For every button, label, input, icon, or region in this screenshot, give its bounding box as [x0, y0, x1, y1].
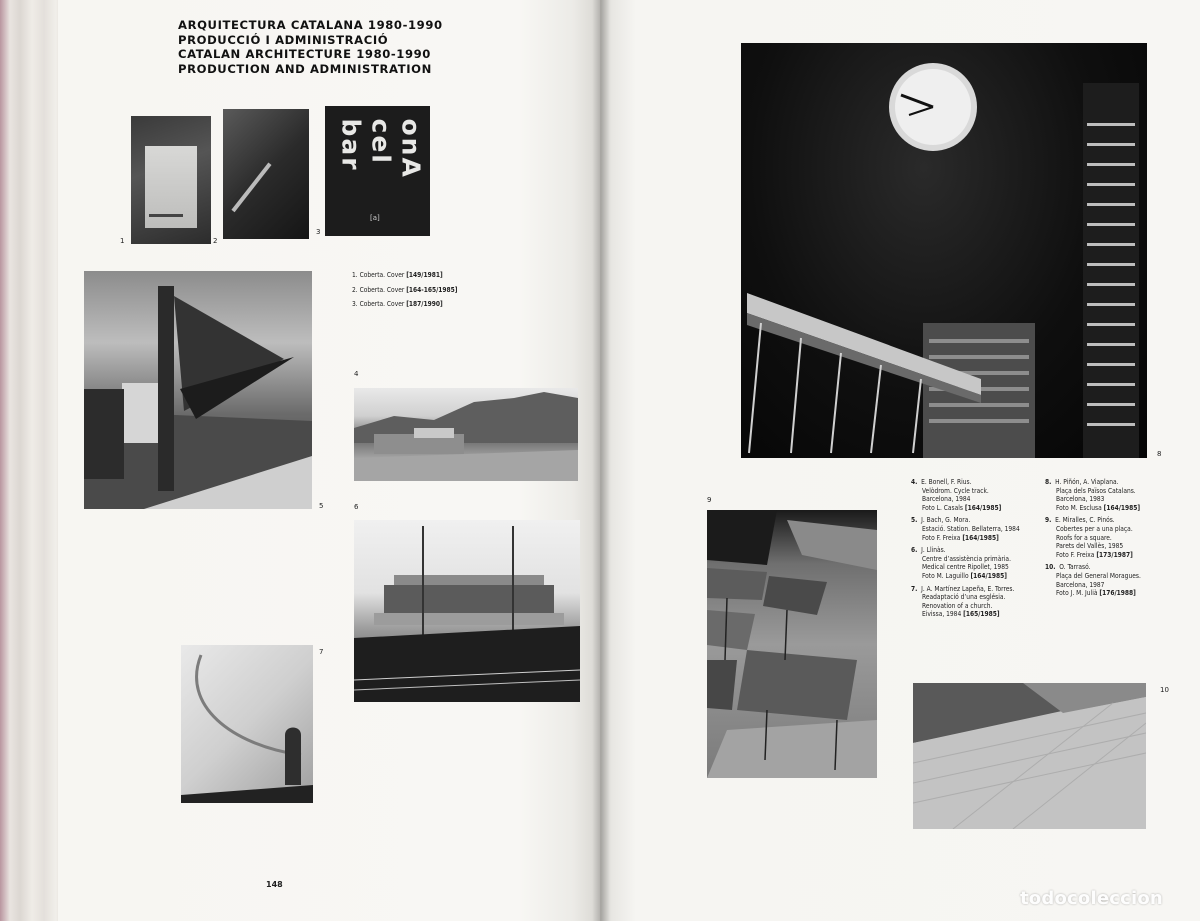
caption-photo-credit: Foto F. Freixa — [922, 533, 961, 542]
caption-line: Eivissa, 1984 — [922, 610, 962, 619]
title-line-4: PRODUCTION AND ADMINISTRATION — [178, 61, 432, 76]
caption-block-6 — [911, 546, 1020, 580]
page-number: 148 — [266, 880, 283, 889]
figure-number-4: 4 — [354, 370, 359, 378]
caption-num: 9. — [1045, 516, 1052, 525]
cover-photo-3 — [325, 106, 430, 236]
figure-number-3: 3 — [316, 228, 321, 236]
figure-number-10: 10 — [1160, 686, 1169, 694]
caption-line: Medical centre Ripollet, 1985 — [922, 563, 1009, 572]
caption-line: Roofs for a square. — [1056, 533, 1112, 542]
caption-photo-credit: Foto F. Freixa — [1056, 550, 1095, 559]
caption-line: Centre d’assistència primària. — [922, 554, 1011, 563]
caption-line: J. Bach, G. Mora. — [921, 516, 971, 525]
caption-block-7 — [911, 585, 1020, 619]
caption-line: Plaça dels Països Catalans. — [1056, 486, 1136, 495]
figure-number-6: 6 — [354, 503, 359, 511]
cover-text-ona: onA — [396, 118, 426, 179]
cover-mark: [a] — [370, 214, 380, 222]
caption-photo-credit: Foto L. Casals — [922, 503, 963, 512]
caption-line: J. A. Martínez Lapeña, E. Torres. — [921, 584, 1015, 593]
caption-line: Cobertes per a una plaça. — [1056, 524, 1133, 533]
caption-num: 7. — [911, 584, 918, 593]
caption-num: 6. — [911, 546, 918, 555]
title-line-3: CATALAN ARCHITECTURE 1980-1990 — [178, 47, 431, 61]
gutter — [592, 0, 610, 921]
caption-num: 8. — [1045, 478, 1052, 486]
title-line-2: PRODUCCIÓ I ADMINISTRACIÓ — [178, 32, 389, 47]
station-photo — [84, 271, 312, 509]
caption-ref: [164/1985] — [1103, 503, 1141, 512]
caption-num: 1. — [352, 271, 358, 279]
section-title — [178, 18, 443, 76]
covers-caption-row — [352, 283, 458, 298]
covers-caption-row — [352, 297, 458, 312]
cover-photo-2 — [223, 109, 309, 239]
title-line-1: ARQUITECTURA CATALANA 1980-1990 — [178, 18, 443, 32]
roofs-photo — [707, 510, 877, 778]
caption-ref: [164/1985] — [964, 503, 1002, 512]
figure-number-9: 9 — [707, 496, 712, 504]
caption-num: 10. — [1045, 563, 1056, 572]
caption-line: J. Llinàs. — [921, 546, 946, 555]
caption-line: E. Bonell, F. Rius. — [921, 478, 972, 486]
caption-line: Velòdrom. Cycle track. — [922, 486, 989, 495]
caption-ref: [149/1981] — [406, 271, 443, 279]
captions-column-2 — [1045, 478, 1141, 598]
caption-line: Readaptació d’una església. — [922, 593, 1006, 602]
cover-photo-1 — [131, 116, 211, 244]
caption-block-10 — [1045, 563, 1141, 597]
caption-line: Renovation of a church. — [922, 601, 993, 610]
caption-num: 2. — [352, 285, 358, 294]
caption-ref: [173/1987] — [1096, 550, 1133, 559]
watermark-text: todocoleccion — [1020, 888, 1163, 909]
caption-ref: [164-165/1985] — [406, 285, 458, 294]
caption-block-9 — [1045, 516, 1141, 559]
figure-number-7: 7 — [319, 648, 324, 656]
placa-photo — [913, 683, 1146, 829]
caption-photo-credit: Foto M. Laguillo — [922, 571, 969, 580]
caption-line: Barcelona, 1984 — [922, 495, 971, 504]
caption-ref: [165/1985] — [963, 610, 1000, 619]
caption-text: Coberta. Cover — [359, 271, 405, 279]
caption-photo-credit: Foto J. M. Julià — [1056, 589, 1098, 598]
caption-line: Estació. Station. Bellaterra, 1984 — [922, 524, 1020, 533]
caption-line: Barcelona, 1983 — [1056, 495, 1105, 504]
caption-line: H. Piñón, A. Viaplana. — [1055, 478, 1119, 486]
cover-text-bar: bar — [336, 118, 366, 172]
caption-ref: [176/1988] — [1099, 589, 1136, 598]
caption-line: O. Tarrasó. — [1059, 563, 1091, 572]
covers-caption-row — [352, 268, 458, 283]
cover-text-cel: cel — [366, 118, 396, 165]
caption-num: 3. — [352, 300, 358, 308]
caption-text: Coberta. Cover — [359, 285, 405, 294]
caption-line: Barcelona, 1987 — [1056, 580, 1105, 589]
velodrome-photo — [354, 388, 578, 481]
watermark — [1020, 888, 1163, 909]
church-photo — [181, 645, 313, 803]
caption-num: 4. — [911, 478, 918, 486]
caption-block-5 — [911, 516, 1020, 542]
caption-ref: [187/1990] — [406, 300, 443, 308]
figure-number-1: 1 — [120, 237, 125, 245]
caption-ref: [164/1985] — [970, 571, 1007, 580]
caption-text: Coberta. Cover — [359, 300, 405, 308]
clock-square-photo — [741, 43, 1147, 458]
caption-line: E. Miralles, C. Pinós. — [1055, 516, 1115, 525]
page-stack-edge — [0, 0, 62, 921]
figure-number-8: 8 — [1157, 450, 1162, 458]
captions-column-1 — [911, 478, 1020, 619]
covers-caption — [352, 268, 458, 312]
figure-number-5: 5 — [319, 502, 324, 510]
caption-photo-credit: Foto M. Esclusa — [1056, 503, 1102, 512]
caption-line: Parets del Vallès, 1985 — [1056, 542, 1124, 551]
caption-block-4 — [911, 478, 1020, 512]
caption-line: Plaça del General Moragues. — [1056, 571, 1141, 580]
medical-centre-photo — [354, 520, 580, 702]
caption-ref: [164/1985] — [962, 533, 999, 542]
caption-num: 5. — [911, 516, 918, 525]
figure-number-2: 2 — [213, 237, 218, 245]
caption-block-8 — [1045, 478, 1141, 512]
